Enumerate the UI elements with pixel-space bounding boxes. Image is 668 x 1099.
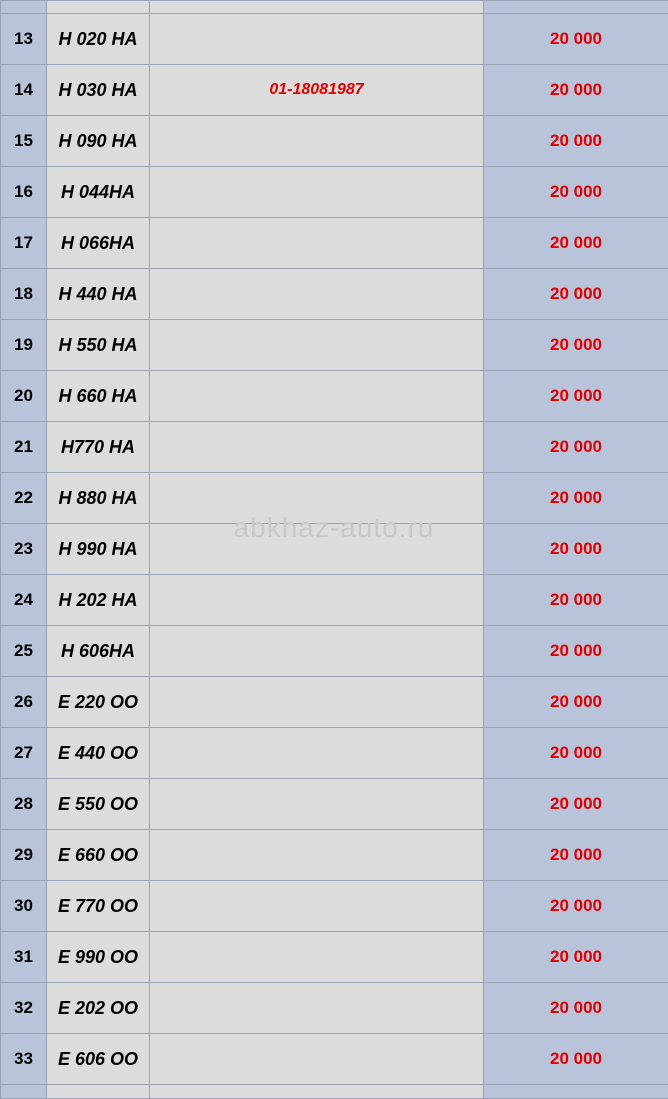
row-number-cell: 27 [1,728,47,779]
table-row[interactable] [1,473,668,524]
note-cell [150,473,484,524]
note-cell [150,626,484,677]
price-cell: 20 000 [484,320,668,371]
plate-cell: H 660 HA [47,371,150,422]
table-row[interactable] [1,422,668,473]
row-number-cell: 24 [1,575,47,626]
table-row[interactable] [1,575,668,626]
row-number-cell: 22 [1,473,47,524]
row-number-cell: 17 [1,218,47,269]
row-number-cell: 16 [1,167,47,218]
price-cell: 20 000 [484,473,668,524]
plate-cell: E 202 OO [47,983,150,1034]
price-cell: 20 000 [484,524,668,575]
price-cell: 20 000 [484,218,668,269]
note-cell [150,218,484,269]
price-cell [484,1085,668,1099]
table-row[interactable] [1,881,668,932]
price-cell: 20 000 [484,830,668,881]
table-row[interactable] [1,830,668,881]
plate-cell: H 030 HA [47,65,150,116]
price-cell: 20 000 [484,881,668,932]
table-body [1,1,668,1099]
note-cell [150,983,484,1034]
note-cell [150,167,484,218]
plate-cell: H 202 HA [47,575,150,626]
row-number-cell: 33 [1,1034,47,1085]
price-cell: 20 000 [484,575,668,626]
note-cell [150,116,484,167]
row-number-cell [1,1,47,14]
price-cell: 20 000 [484,1034,668,1085]
row-number-cell: 30 [1,881,47,932]
plate-cell: H 550 HA [47,320,150,371]
table-row[interactable] [1,983,668,1034]
row-number-cell [1,1085,47,1099]
plate-cell: H 066HA [47,218,150,269]
price-cell: 20 000 [484,269,668,320]
note-cell [150,422,484,473]
note-cell [150,320,484,371]
table-row[interactable] [1,1034,668,1085]
plate-cell: E 606 OO [47,1034,150,1085]
table-row[interactable] [1,371,668,422]
plate-cell: H 990 HA [47,524,150,575]
table-row[interactable] [1,65,668,116]
plate-cell: E 550 OO [47,779,150,830]
price-cell: 20 000 [484,65,668,116]
price-cell: 20 000 [484,14,668,65]
table-row[interactable] [1,626,668,677]
note-cell [150,575,484,626]
plate-cell: H 880 HA [47,473,150,524]
table-row[interactable] [1,932,668,983]
plate-cell: E 770 OO [47,881,150,932]
note-cell [150,677,484,728]
plate-cell: E 990 OO [47,932,150,983]
note-cell: 01-18081987 [150,65,484,116]
price-cell [484,1,668,14]
plate-cell [47,1085,150,1099]
table-row[interactable] [1,269,668,320]
table-row[interactable] [1,779,668,830]
row-number-cell: 13 [1,14,47,65]
note-cell [150,830,484,881]
table-row[interactable] [1,218,668,269]
plate-cell: H 606HA [47,626,150,677]
price-cell: 20 000 [484,779,668,830]
table-row[interactable] [1,524,668,575]
row-number-cell: 26 [1,677,47,728]
plate-cell [47,1,150,14]
plate-cell: H 044HA [47,167,150,218]
row-number-cell: 31 [1,932,47,983]
row-number-cell: 15 [1,116,47,167]
row-number-cell: 20 [1,371,47,422]
price-cell: 20 000 [484,371,668,422]
note-cell [150,14,484,65]
note-cell [150,932,484,983]
row-number-cell: 29 [1,830,47,881]
row-number-cell: 18 [1,269,47,320]
row-number-cell: 28 [1,779,47,830]
row-number-cell: 25 [1,626,47,677]
row-number-cell: 14 [1,65,47,116]
row-number-cell: 23 [1,524,47,575]
price-cell: 20 000 [484,422,668,473]
plate-cell: E 220 OO [47,677,150,728]
row-number-cell: 32 [1,983,47,1034]
note-cell [150,524,484,575]
note-cell [150,881,484,932]
price-cell: 20 000 [484,677,668,728]
note-cell [150,371,484,422]
note-cell [150,1,484,14]
plate-cell: H 020 HA [47,14,150,65]
row-number-cell: 19 [1,320,47,371]
note-cell [150,1034,484,1085]
watermark-text: abkhaz-auto.ru [0,512,668,544]
plate-cell: H770 HA [47,422,150,473]
price-cell: 20 000 [484,626,668,677]
note-cell [150,728,484,779]
table-row-partial-bottom [1,1085,668,1099]
table-row[interactable] [1,677,668,728]
plate-cell: H 090 HA [47,116,150,167]
plate-cell: E 440 OO [47,728,150,779]
row-number-cell: 21 [1,422,47,473]
table-row[interactable] [1,116,668,167]
price-cell: 20 000 [484,116,668,167]
table-row[interactable] [1,14,668,65]
price-cell: 20 000 [484,983,668,1034]
plate-cell: H 440 HA [47,269,150,320]
note-cell [150,1085,484,1099]
table-row-partial-top [1,1,668,14]
price-cell: 20 000 [484,932,668,983]
price-cell: 20 000 [484,167,668,218]
note-cell [150,779,484,830]
table-row[interactable] [1,728,668,779]
price-cell: 20 000 [484,728,668,779]
table-row[interactable] [1,320,668,371]
note-cell [150,269,484,320]
table-row[interactable] [1,167,668,218]
plate-cell: E 660 OO [47,830,150,881]
